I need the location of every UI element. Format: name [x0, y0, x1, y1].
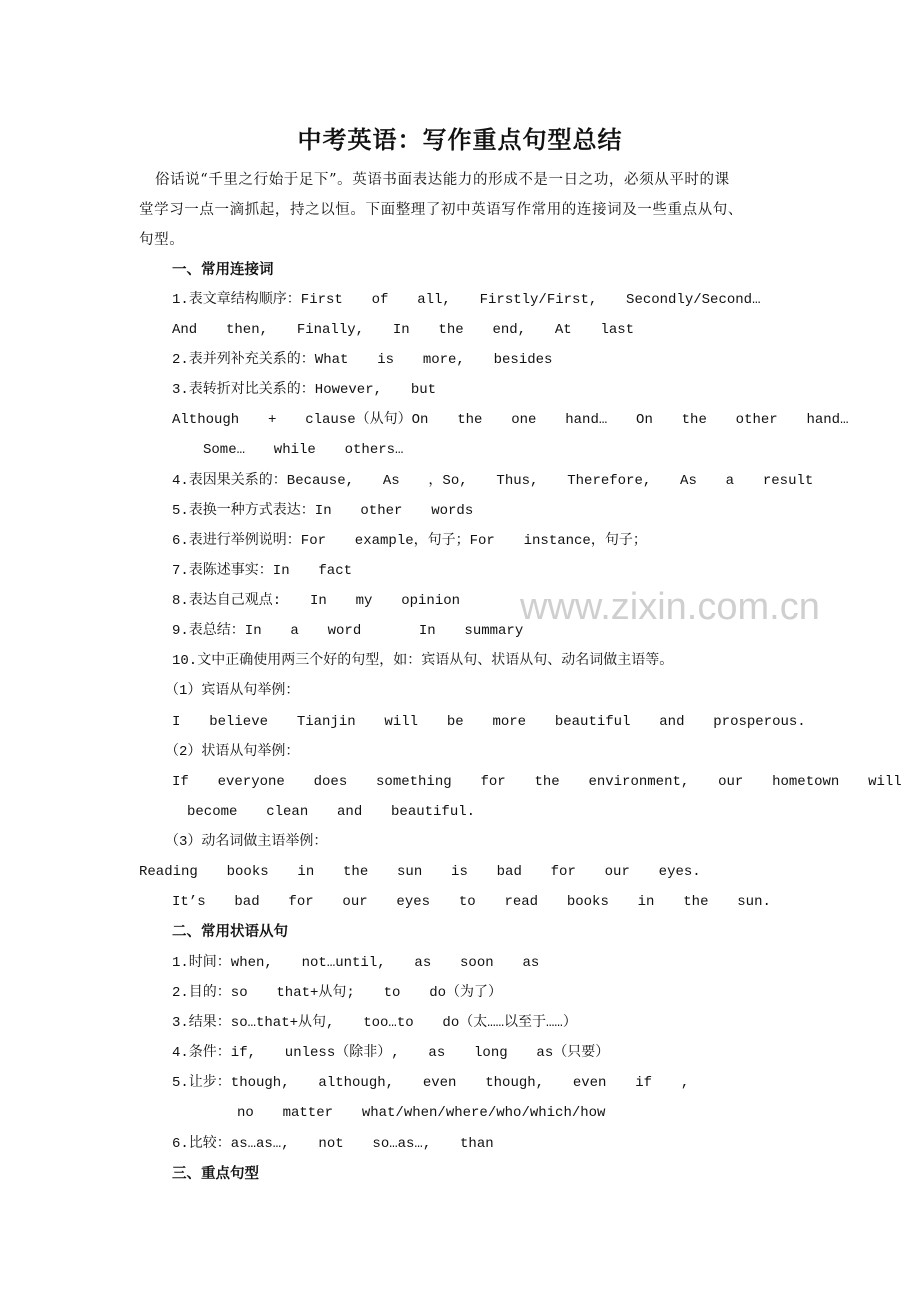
section-heading: 一、常用连接词 — [172, 262, 274, 278]
list-item: 4.表因果关系的：Because, As ，So, Thus, Therefore, As a result — [172, 473, 814, 489]
list-item: （1）宾语从句举例： — [165, 683, 300, 699]
example-sentence: become clean and beautiful. — [187, 804, 476, 820]
example-sentence: If everyone does something for the environment, our hometown will — [172, 774, 902, 790]
example-sentence: I believe Tianjin will be more beautiful and prosperous. — [172, 714, 806, 730]
list-item: 4.条件：if, unless（除非）, as long as（只要） — [172, 1045, 610, 1061]
list-item: 6.比较：as…as…, not so…as…, than — [172, 1136, 494, 1152]
list-item: 2.目的：so that+从句; to do（为了） — [172, 985, 503, 1001]
list-item: 3.表转折对比关系的：However, but — [172, 382, 437, 398]
intro-line: 堂学习一点一滴抓起，持之以恒。下面整理了初中英语写作常用的连接词及一些重点从句、 — [139, 202, 743, 218]
list-item: Some… while others… — [203, 442, 404, 458]
list-item: 7.表陈述事实：In fact — [172, 563, 353, 579]
list-item: 9.表总结：In a word In summary — [172, 623, 524, 639]
intro-line: 俗话说“千里之行始于足下”。英语书面表达能力的形成不是一日之功，必须从平时的课 — [155, 172, 730, 188]
list-item: 5.表换一种方式表达：In other words — [172, 503, 474, 519]
list-item: （2）状语从句举例： — [165, 744, 300, 760]
example-sentence: It’s bad for our eyes to read books in the sun. — [172, 894, 771, 910]
list-item: 3.结果：so…that+从句, too…to do（太……以至于……） — [172, 1015, 577, 1031]
list-item: （3）动名词做主语举例： — [165, 834, 328, 850]
page-title: 中考英语：写作重点句型总结 — [297, 126, 623, 154]
section-heading: 三、重点句型 — [172, 1166, 259, 1182]
list-item: 8.表达自己观点: In my opinion — [172, 593, 461, 609]
list-item: 6.表进行举例说明：For example，句子；For instance，句子； — [172, 533, 647, 549]
list-item: 2.表并列补充关系的：What is more, besides — [172, 352, 553, 368]
list-item: 1.时间：when, not…until, as soon as — [172, 955, 540, 971]
list-item: Although + clause（从句）On the one hand… On the other hand… — [172, 412, 849, 428]
intro-line: 句型。 — [139, 232, 185, 248]
list-item: 1.表文章结构顺序：First of all, Firstly/First, Secondly/Second… — [172, 292, 761, 308]
list-item: And then, Finally, In the end, At last — [172, 322, 635, 338]
list-item: 10.文中正确使用两三个好的句型，如：宾语从句、状语从句、动名词做主语等。 — [172, 653, 674, 669]
section-heading: 二、常用状语从句 — [172, 924, 288, 940]
example-sentence: Reading books in the sun is bad for our eyes. — [139, 864, 701, 880]
list-item: no matter what/when/where/who/which/how — [237, 1105, 606, 1121]
list-item: 5.让步：though, although, even though, even if , — [172, 1075, 690, 1091]
watermark: www.zixin.com.cn — [520, 586, 820, 628]
